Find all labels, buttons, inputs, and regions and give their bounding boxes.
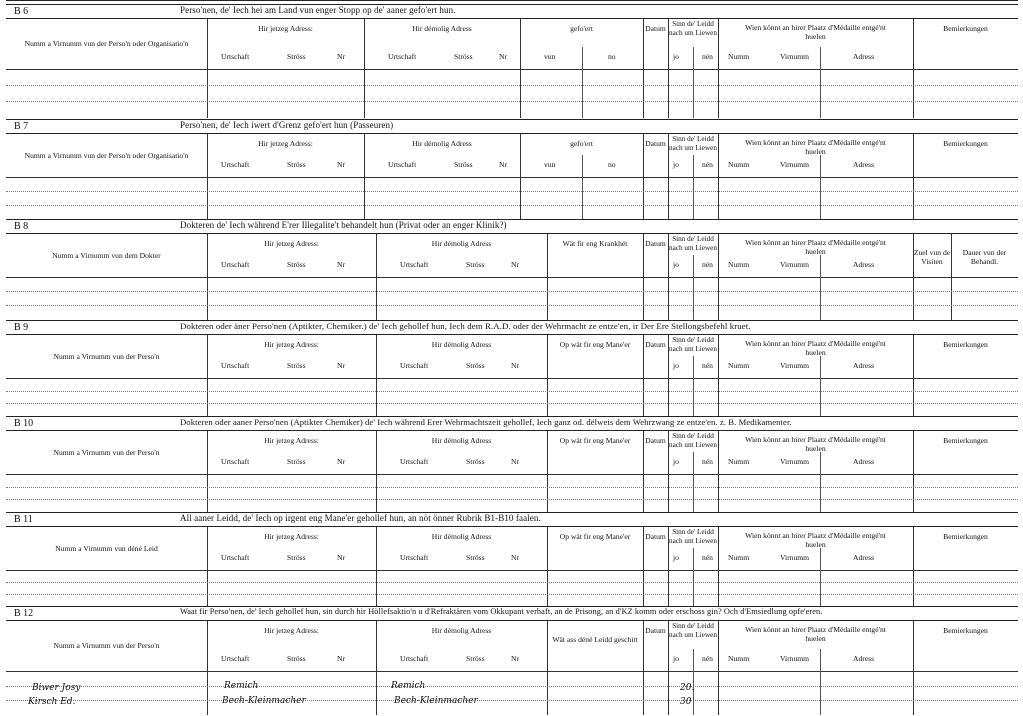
column-rule [693, 452, 694, 512]
town-subheader: Urtschaft [400, 654, 429, 663]
number-subheader: Nr [337, 457, 346, 466]
what-happened-header: Wät ass déné Leidd geschitt [552, 635, 638, 644]
duration-header: Dauer vun der Behandl. [962, 248, 1007, 266]
medal-recipient-header: Wien könnt an hirer Plaatz d'Médaille entgé'nt huelen [745, 23, 886, 41]
street-subheader: Ströss [466, 654, 485, 663]
date-header: Datum [645, 340, 666, 349]
remarks-header: Bemierkungen [943, 626, 988, 635]
surname-subheader: Numm [728, 457, 750, 466]
section-grid [6, 430, 1018, 512]
name-column-header: Numm a Virnumm vun der Perso'n [53, 448, 160, 457]
section-code: B 7 [14, 121, 29, 132]
survived-header: Sinn de' Leidd nach um Liewen [669, 20, 717, 37]
no-subheader: nén [702, 457, 713, 466]
firstname-subheader: Virnumm [780, 160, 810, 169]
section-title: All aaner Leidd, de' Iech op irgent eng Mane'er gehollef hun, an nöt önner Rubrik B1-B10 faalen. [180, 513, 541, 523]
address-subheader: Adress [853, 52, 875, 61]
section-code: B 8 [14, 221, 29, 232]
surname-subheader: Numm [728, 52, 750, 61]
column-rule [820, 649, 821, 715]
medal-recipient-header: Wien könnt an hirer Plaatz d'Médaille entgé'nt huelen [745, 238, 886, 256]
section-code: B 9 [14, 322, 29, 333]
transported-header: gefo'ert [570, 139, 593, 148]
number-subheader: Nr [337, 361, 346, 370]
number-subheader: Nr [337, 553, 346, 562]
illness-header: Wät fir eng Krankhét [562, 239, 628, 248]
number-subheader: Nr [499, 52, 508, 61]
surname-subheader: Numm [728, 553, 750, 562]
town-subheader: Urtschaft [388, 52, 417, 61]
section-grid [6, 620, 1018, 715]
column-rule [693, 649, 694, 715]
former-address-header: Hir démolig Adress [412, 24, 472, 33]
date-header: Datum [645, 24, 666, 33]
section-grid [6, 233, 1018, 320]
date-header: Datum [645, 626, 666, 635]
page-top-rule [6, 0, 1018, 1]
section-title: Dokteren oder aaner Perso'nen (Aptikter Chemiker) de' Iech während Erer Wehrmachtszeit gehollef, Iech ganz od. dëlweis dem Wehrzwang ze entze'en. z. B. Medikamenter. [180, 417, 792, 427]
section-code: B 11 [14, 514, 33, 525]
street-subheader: Ströss [454, 52, 473, 61]
section-title: Dokteren oder äner Perso'nen (Aptikter, Chemiker.) de' Iech gehollef hun, Iech dem R.A.D. oder der Wehrmacht ze entze'en, ir Der Ere Stellongsbefehl kruet. [180, 321, 751, 331]
street-subheader: Ströss [287, 52, 306, 61]
no-subheader: nén [702, 260, 713, 269]
date-header: Datum [645, 436, 666, 445]
section-title: Waat fir Perso'nen, de' Iech gehollef hun, sin durch hir Höllefsaktio'n u d'Refraktären vom Okkupant verhaft, an de Prisong, an d'KZ komm oder erschoss gin? Och d'Emsiedlung opfe'eren. [180, 607, 823, 616]
survived-header: Sinn de' Leidd nach um Liewen [669, 622, 717, 639]
no-subheader: nén [702, 160, 713, 169]
section-header-bar [6, 416, 1018, 430]
former-address-header: Hir démolig Adress [412, 139, 472, 148]
column-rule [693, 255, 694, 320]
number-subheader: Nr [337, 260, 346, 269]
name-column-header: Numm a Virnumm vun der Perso'n oder Organisatio'n [24, 39, 189, 48]
column-rule [693, 548, 694, 606]
transported-header: gefo'ert [570, 24, 593, 33]
column-rule [820, 548, 821, 606]
column-rule [693, 155, 694, 219]
remarks-header: Bemierkungen [943, 24, 988, 33]
yes-subheader: jo [673, 52, 679, 61]
yes-subheader: jo [673, 160, 679, 169]
survived-header: Sinn de' Leidd nach um Liewen [669, 135, 717, 152]
town-subheader: Urtschaft [400, 361, 429, 370]
row-rule [6, 101, 1018, 102]
town-subheader: Urtschaft [400, 457, 429, 466]
town-subheader: Urtschaft [388, 160, 417, 169]
column-rule [820, 356, 821, 416]
medal-recipient-header: Wien könnt an hirer Plaatz d'Médaille entgé'nt huelen [745, 531, 886, 549]
row-rule [6, 391, 1018, 392]
yes-subheader: jo [673, 361, 679, 370]
street-subheader: Ströss [466, 260, 485, 269]
street-subheader: Ströss [466, 553, 485, 562]
form-section [6, 512, 1018, 605]
row-rule [6, 291, 1018, 292]
section-header-bar [6, 606, 1018, 620]
firstname-subheader: Virnumm [780, 361, 810, 370]
town-subheader: Urtschaft [221, 553, 250, 562]
header-rule [6, 69, 1018, 70]
row-rule [6, 403, 1018, 404]
no-subheader: nén [702, 553, 713, 562]
header-rule [6, 378, 1018, 379]
street-subheader: Ströss [287, 553, 306, 562]
current-address-header: Hir jetzeg Adress: [264, 532, 319, 541]
section-code: B 6 [14, 6, 29, 17]
form-section [6, 4, 1018, 117]
section-grid [6, 526, 1018, 606]
surname-subheader: Numm [728, 654, 750, 663]
number-subheader: Nr [337, 654, 346, 663]
manner-header: Op wät fir eng Mane'er [559, 340, 631, 349]
former-address-header: Hir démolig Adress [431, 626, 492, 635]
handwritten-former-town: Bech-Kleinmacher [394, 696, 478, 706]
medal-recipient-header: Wien könnt an hirer Plaatz d'Médaille entgé'nt huelen [745, 339, 886, 357]
number-subheader: Nr [511, 457, 520, 466]
number-subheader: Nr [511, 260, 520, 269]
row-rule [6, 499, 1018, 500]
surname-subheader: Numm [728, 361, 750, 370]
column-rule [582, 47, 583, 118]
number-subheader: Nr [511, 361, 520, 370]
street-subheader: Ströss [287, 361, 306, 370]
survived-header: Sinn de' Leidd nach um Liewen [669, 432, 717, 449]
town-subheader: Urtschaft [400, 260, 429, 269]
town-subheader: Urtschaft [221, 457, 250, 466]
current-address-header: Hir jetzeg Adress: [258, 24, 313, 33]
manner-header: Op wät fir eng Mane'er [559, 532, 631, 541]
section-header-bar [6, 119, 1018, 133]
section-grid [6, 18, 1018, 118]
current-address-header: Hir jetzeg Adress: [264, 340, 319, 349]
yes-subheader: jo [673, 654, 679, 663]
yes-subheader: jo [673, 260, 679, 269]
street-subheader: Ströss [287, 260, 306, 269]
town-subheader: Urtschaft [400, 553, 429, 562]
firstname-subheader: Virnumm [780, 260, 810, 269]
number-subheader: Nr [337, 160, 346, 169]
from-subheader: vun [544, 160, 556, 169]
row-rule [6, 85, 1018, 86]
address-subheader: Adress [853, 553, 875, 562]
header-rule [6, 570, 1018, 571]
row-rule [6, 305, 1018, 306]
firstname-subheader: Virnumm [780, 654, 810, 663]
row-rule [6, 582, 1018, 583]
remarks-header: Bemierkungen [943, 436, 988, 445]
column-rule [820, 255, 821, 320]
section-title: Perso'nen, de' Iech iwert d'Grenz gefo'ert hun (Passeuren) [180, 120, 394, 130]
handwritten-date: 20. [680, 683, 695, 693]
section-grid [6, 334, 1018, 416]
address-subheader: Adress [853, 361, 875, 370]
current-address-header: Hir jetzeg Adress: [258, 139, 313, 148]
current-address-header: Hir jetzeg Adress: [264, 626, 319, 635]
form-section [6, 219, 1018, 319]
remarks-header: Bemierkungen [943, 532, 988, 541]
address-subheader: Adress [853, 160, 875, 169]
name-column-header: Numm a Virnumm vun der Perso'n oder Organisatio'n [24, 151, 189, 160]
street-subheader: Ströss [454, 160, 473, 169]
to-subheader: no [608, 52, 616, 61]
current-address-header: Hir jetzeg Adress: [264, 436, 319, 445]
survived-header: Sinn de' Leidd nach um Liewen [669, 235, 717, 252]
date-header: Datum [645, 532, 666, 541]
row-rule [6, 594, 1018, 595]
no-subheader: nén [702, 361, 713, 370]
form-section [6, 119, 1018, 218]
row-rule [6, 191, 1018, 192]
address-subheader: Adress [853, 654, 875, 663]
town-subheader: Urtschaft [221, 260, 250, 269]
column-rule [820, 155, 821, 219]
number-subheader: Nr [499, 160, 508, 169]
street-subheader: Ströss [287, 457, 306, 466]
section-header-bar [6, 4, 1018, 18]
surname-subheader: Numm [728, 160, 750, 169]
header-rule [6, 277, 1018, 278]
column-rule [693, 47, 694, 118]
address-subheader: Adress [853, 457, 875, 466]
number-subheader: Nr [511, 553, 520, 562]
handwritten-current-town: Bech-Kleinmacher [222, 696, 306, 706]
column-rule [693, 356, 694, 416]
firstname-subheader: Virnumm [780, 52, 810, 61]
section-header-bar [6, 219, 1018, 233]
street-subheader: Ströss [287, 160, 306, 169]
number-subheader: Nr [511, 654, 520, 663]
to-subheader: no [608, 160, 616, 169]
firstname-subheader: Virnumm [780, 457, 810, 466]
survived-header: Sinn de' Leidd nach um Liewen [669, 528, 717, 545]
street-subheader: Ströss [287, 654, 306, 663]
former-address-header: Hir démolig Adress [431, 340, 492, 349]
town-subheader: Urtschaft [221, 361, 250, 370]
visits-header: Zuel vun de Visiten [913, 248, 951, 266]
section-grid [6, 133, 1018, 219]
form-section [6, 416, 1018, 511]
section-title: Perso'nen, de' Iech hei am Land vun enger Stopp op de' aaner gefo'ert hun. [180, 5, 456, 15]
date-header: Datum [645, 239, 666, 248]
medal-recipient-header: Wien könnt an hirer Plaatz d'Médaille entgé'nt huelen [745, 138, 886, 156]
name-column-header: Numm a Virnumm vun der Perso'n [53, 352, 160, 361]
manner-header: Op wät fir eng Mane'er [559, 436, 631, 445]
row-rule [6, 205, 1018, 206]
from-subheader: vun [544, 52, 556, 61]
handwritten-name: Biwer Josy [32, 683, 81, 693]
section-title: Dokteren de' Iech während E'rer Illegalite't behandelt hun (Privat oder an enger Klinik?) [180, 220, 507, 230]
no-subheader: nén [702, 52, 713, 61]
section-header-bar [6, 320, 1018, 334]
town-subheader: Urtschaft [221, 654, 250, 663]
former-address-header: Hir démolig Adress [431, 532, 492, 541]
date-header: Datum [645, 139, 666, 148]
street-subheader: Ströss [466, 457, 485, 466]
yes-subheader: jo [673, 553, 679, 562]
name-column-header: Numm a Virnumm vun dem Dokter [52, 251, 161, 260]
name-column-header: Numm a Virnumm vun déné Leid [55, 544, 158, 553]
handwritten-former-town: Remich [391, 681, 426, 691]
yes-subheader: jo [673, 457, 679, 466]
street-subheader: Ströss [466, 361, 485, 370]
survived-header: Sinn de' Leidd nach um Liewen [669, 336, 717, 353]
medal-recipient-header: Wien könnt an hirer Plaatz d'Médaille entgé'nt huelen [745, 625, 886, 643]
town-subheader: Urtschaft [221, 52, 250, 61]
column-rule [820, 452, 821, 512]
former-address-header: Hir démolig Adress [431, 239, 492, 248]
no-subheader: nén [702, 654, 713, 663]
town-subheader: Urtschaft [221, 160, 250, 169]
header-rule [6, 474, 1018, 475]
surname-subheader: Numm [728, 260, 750, 269]
current-address-header: Hir jetzeg Adress: [264, 239, 319, 248]
row-rule [6, 487, 1018, 488]
firstname-subheader: Virnumm [780, 553, 810, 562]
handwritten-current-town: Remich [224, 681, 259, 691]
section-code: B 10 [14, 418, 34, 429]
row-rule [6, 700, 1018, 701]
medal-recipient-header: Wien könnt an hirer Plaatz d'Médaille entgé'nt huelen [745, 435, 886, 453]
handwritten-date: 30 [680, 697, 692, 707]
remarks-header: Bemierkungen [943, 340, 988, 349]
row-rule [6, 686, 1018, 687]
header-rule [6, 177, 1018, 178]
name-column-header: Numm a Virnumm vun der Perso'n [53, 641, 160, 650]
address-subheader: Adress [853, 260, 875, 269]
column-rule [582, 155, 583, 219]
header-rule [6, 671, 1018, 672]
section-code: B 12 [14, 608, 34, 619]
handwritten-name: Kirsch Ed. [28, 697, 76, 707]
number-subheader: Nr [337, 52, 346, 61]
remarks-header: Bemierkungen [943, 139, 988, 148]
former-address-header: Hir démolig Adress [431, 436, 492, 445]
form-section [6, 320, 1018, 415]
column-rule [820, 47, 821, 118]
section-header-bar [6, 512, 1018, 526]
form-section [6, 606, 1018, 714]
